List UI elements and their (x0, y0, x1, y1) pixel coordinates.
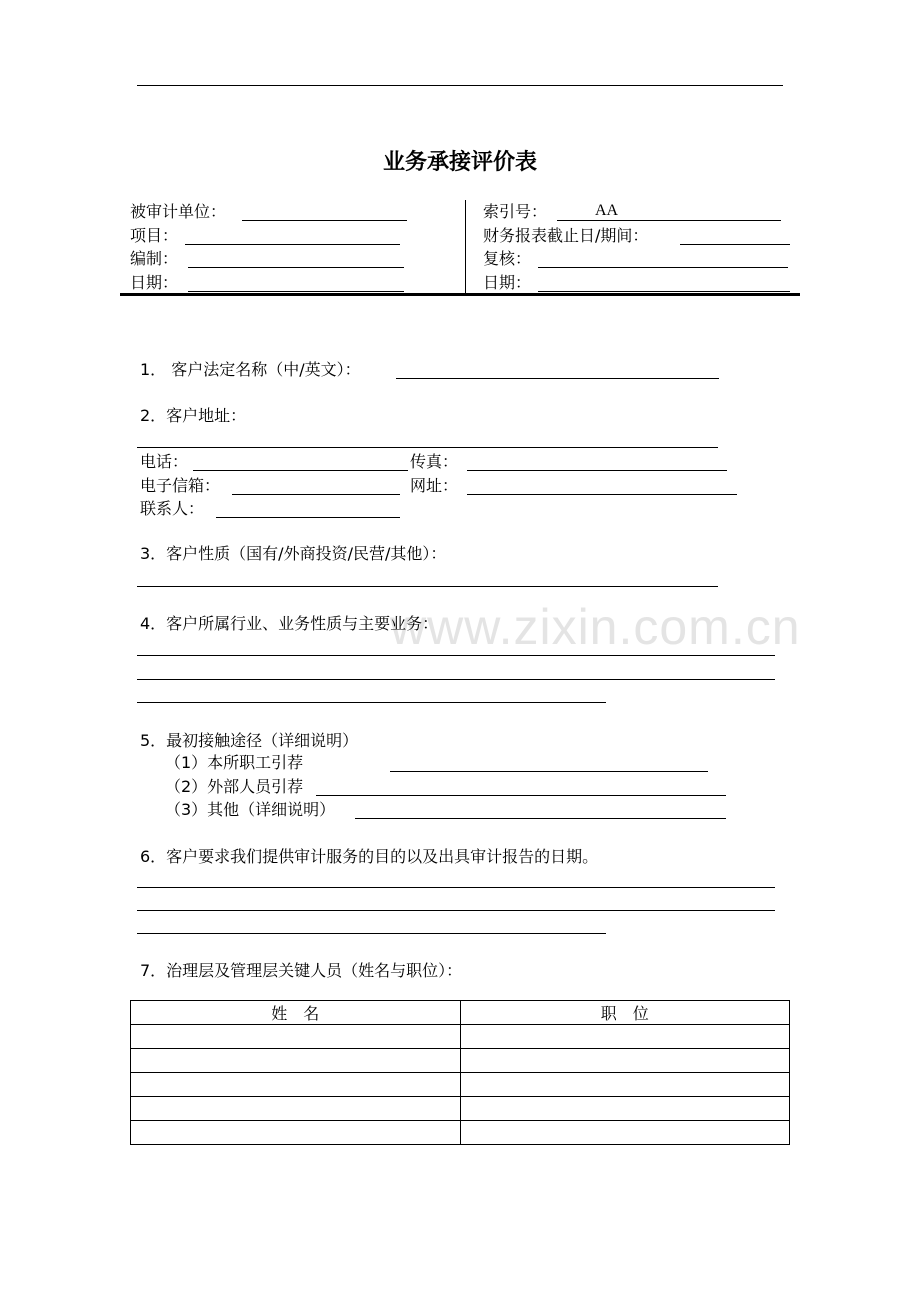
industry-field-line-1[interactable] (137, 655, 775, 656)
purpose-field-line-3[interactable] (137, 933, 606, 934)
index-value: AA (595, 202, 619, 219)
section-4-label: 4．客户所属行业、业务性质与主要业务： (140, 614, 439, 633)
label-prepared-by: 编制： (130, 249, 179, 268)
position-cell[interactable] (460, 1121, 790, 1145)
label-contact: 联系人： (140, 499, 205, 518)
audited-entity-field[interactable] (242, 220, 407, 221)
label-email: 电子信箱： (140, 476, 221, 495)
purpose-field-line-2[interactable] (137, 910, 775, 911)
label-project: 项目： (130, 226, 179, 245)
label-audited-entity: 被审计单位： (130, 202, 227, 221)
table-row (131, 1121, 790, 1145)
address-field[interactable] (137, 447, 718, 448)
reviewer-field[interactable] (538, 267, 788, 268)
label-date-left: 日期： (130, 273, 179, 292)
section-3-label: 3．客户性质（国有/外商投资/民营/其他）： (140, 544, 447, 563)
name-cell[interactable] (131, 1097, 461, 1121)
table-row (131, 1025, 790, 1049)
section-7-label: 7．治理层及管理层关键人员（姓名与职位）： (140, 961, 463, 980)
label-phone: 电话： (140, 452, 189, 471)
name-cell[interactable] (131, 1049, 461, 1073)
header-divider (465, 200, 466, 293)
contact-field[interactable] (216, 517, 400, 518)
phone-field[interactable] (193, 470, 408, 471)
header-position: 职 位 (460, 1001, 790, 1025)
staff-referral-field[interactable] (390, 771, 708, 772)
name-cell[interactable] (131, 1025, 461, 1049)
industry-field-line-2[interactable] (137, 679, 775, 680)
label-website: 网址： (410, 476, 459, 495)
other-field[interactable] (355, 818, 726, 819)
watermark: www.zixin.com.cn (390, 599, 801, 655)
header-name: 姓 名 (131, 1001, 461, 1025)
project-field[interactable] (185, 244, 400, 245)
client-nature-field[interactable] (137, 586, 718, 587)
key-personnel-table (130, 1000, 790, 1145)
name-cell[interactable] (131, 1121, 461, 1145)
table-header-row (131, 1001, 790, 1025)
index-field[interactable] (557, 220, 781, 221)
prepared-by-field[interactable] (188, 267, 404, 268)
label-fax: 传真： (410, 452, 459, 471)
date-right-field[interactable] (538, 291, 790, 292)
section-6-label: 6．客户要求我们提供审计服务的目的以及出具审计报告的日期。 (140, 847, 599, 866)
position-cell[interactable] (460, 1097, 790, 1121)
website-field[interactable] (467, 494, 737, 495)
page-title: 业务承接评价表 (382, 150, 537, 175)
fax-field[interactable] (467, 470, 727, 471)
position-cell[interactable] (460, 1073, 790, 1097)
label-date-right: 日期： (483, 273, 532, 292)
section-1-label: 1． 客户法定名称（中/英文）： (140, 360, 361, 379)
industry-field-line-3[interactable] (137, 702, 606, 703)
legal-name-field[interactable] (396, 378, 719, 379)
label-other: （3）其他（详细说明） (165, 800, 336, 819)
position-cell[interactable] (460, 1025, 790, 1049)
email-field[interactable] (232, 494, 400, 495)
period-field[interactable] (680, 244, 790, 245)
label-reviewer: 复核： (483, 249, 532, 268)
label-staff-referral: （1）本所职工引荐 (165, 753, 304, 772)
table-row (131, 1073, 790, 1097)
name-cell[interactable] (131, 1073, 461, 1097)
label-period: 财务报表截止日/期间： (483, 226, 649, 245)
label-external-referral: （2）外部人员引荐 (165, 777, 304, 796)
table-row (131, 1097, 790, 1121)
table-row (131, 1049, 790, 1073)
section-2-label: 2．客户地址： (140, 406, 247, 425)
label-index: 索引号： (483, 202, 548, 221)
external-referral-field[interactable] (316, 795, 726, 796)
date-left-field[interactable] (188, 291, 404, 292)
section-5-label: 5．最初接触途径（详细说明） (140, 731, 359, 750)
top-rule (137, 85, 783, 86)
purpose-field-line-1[interactable] (137, 887, 775, 888)
position-cell[interactable] (460, 1049, 790, 1073)
header-thick-rule (120, 293, 800, 296)
